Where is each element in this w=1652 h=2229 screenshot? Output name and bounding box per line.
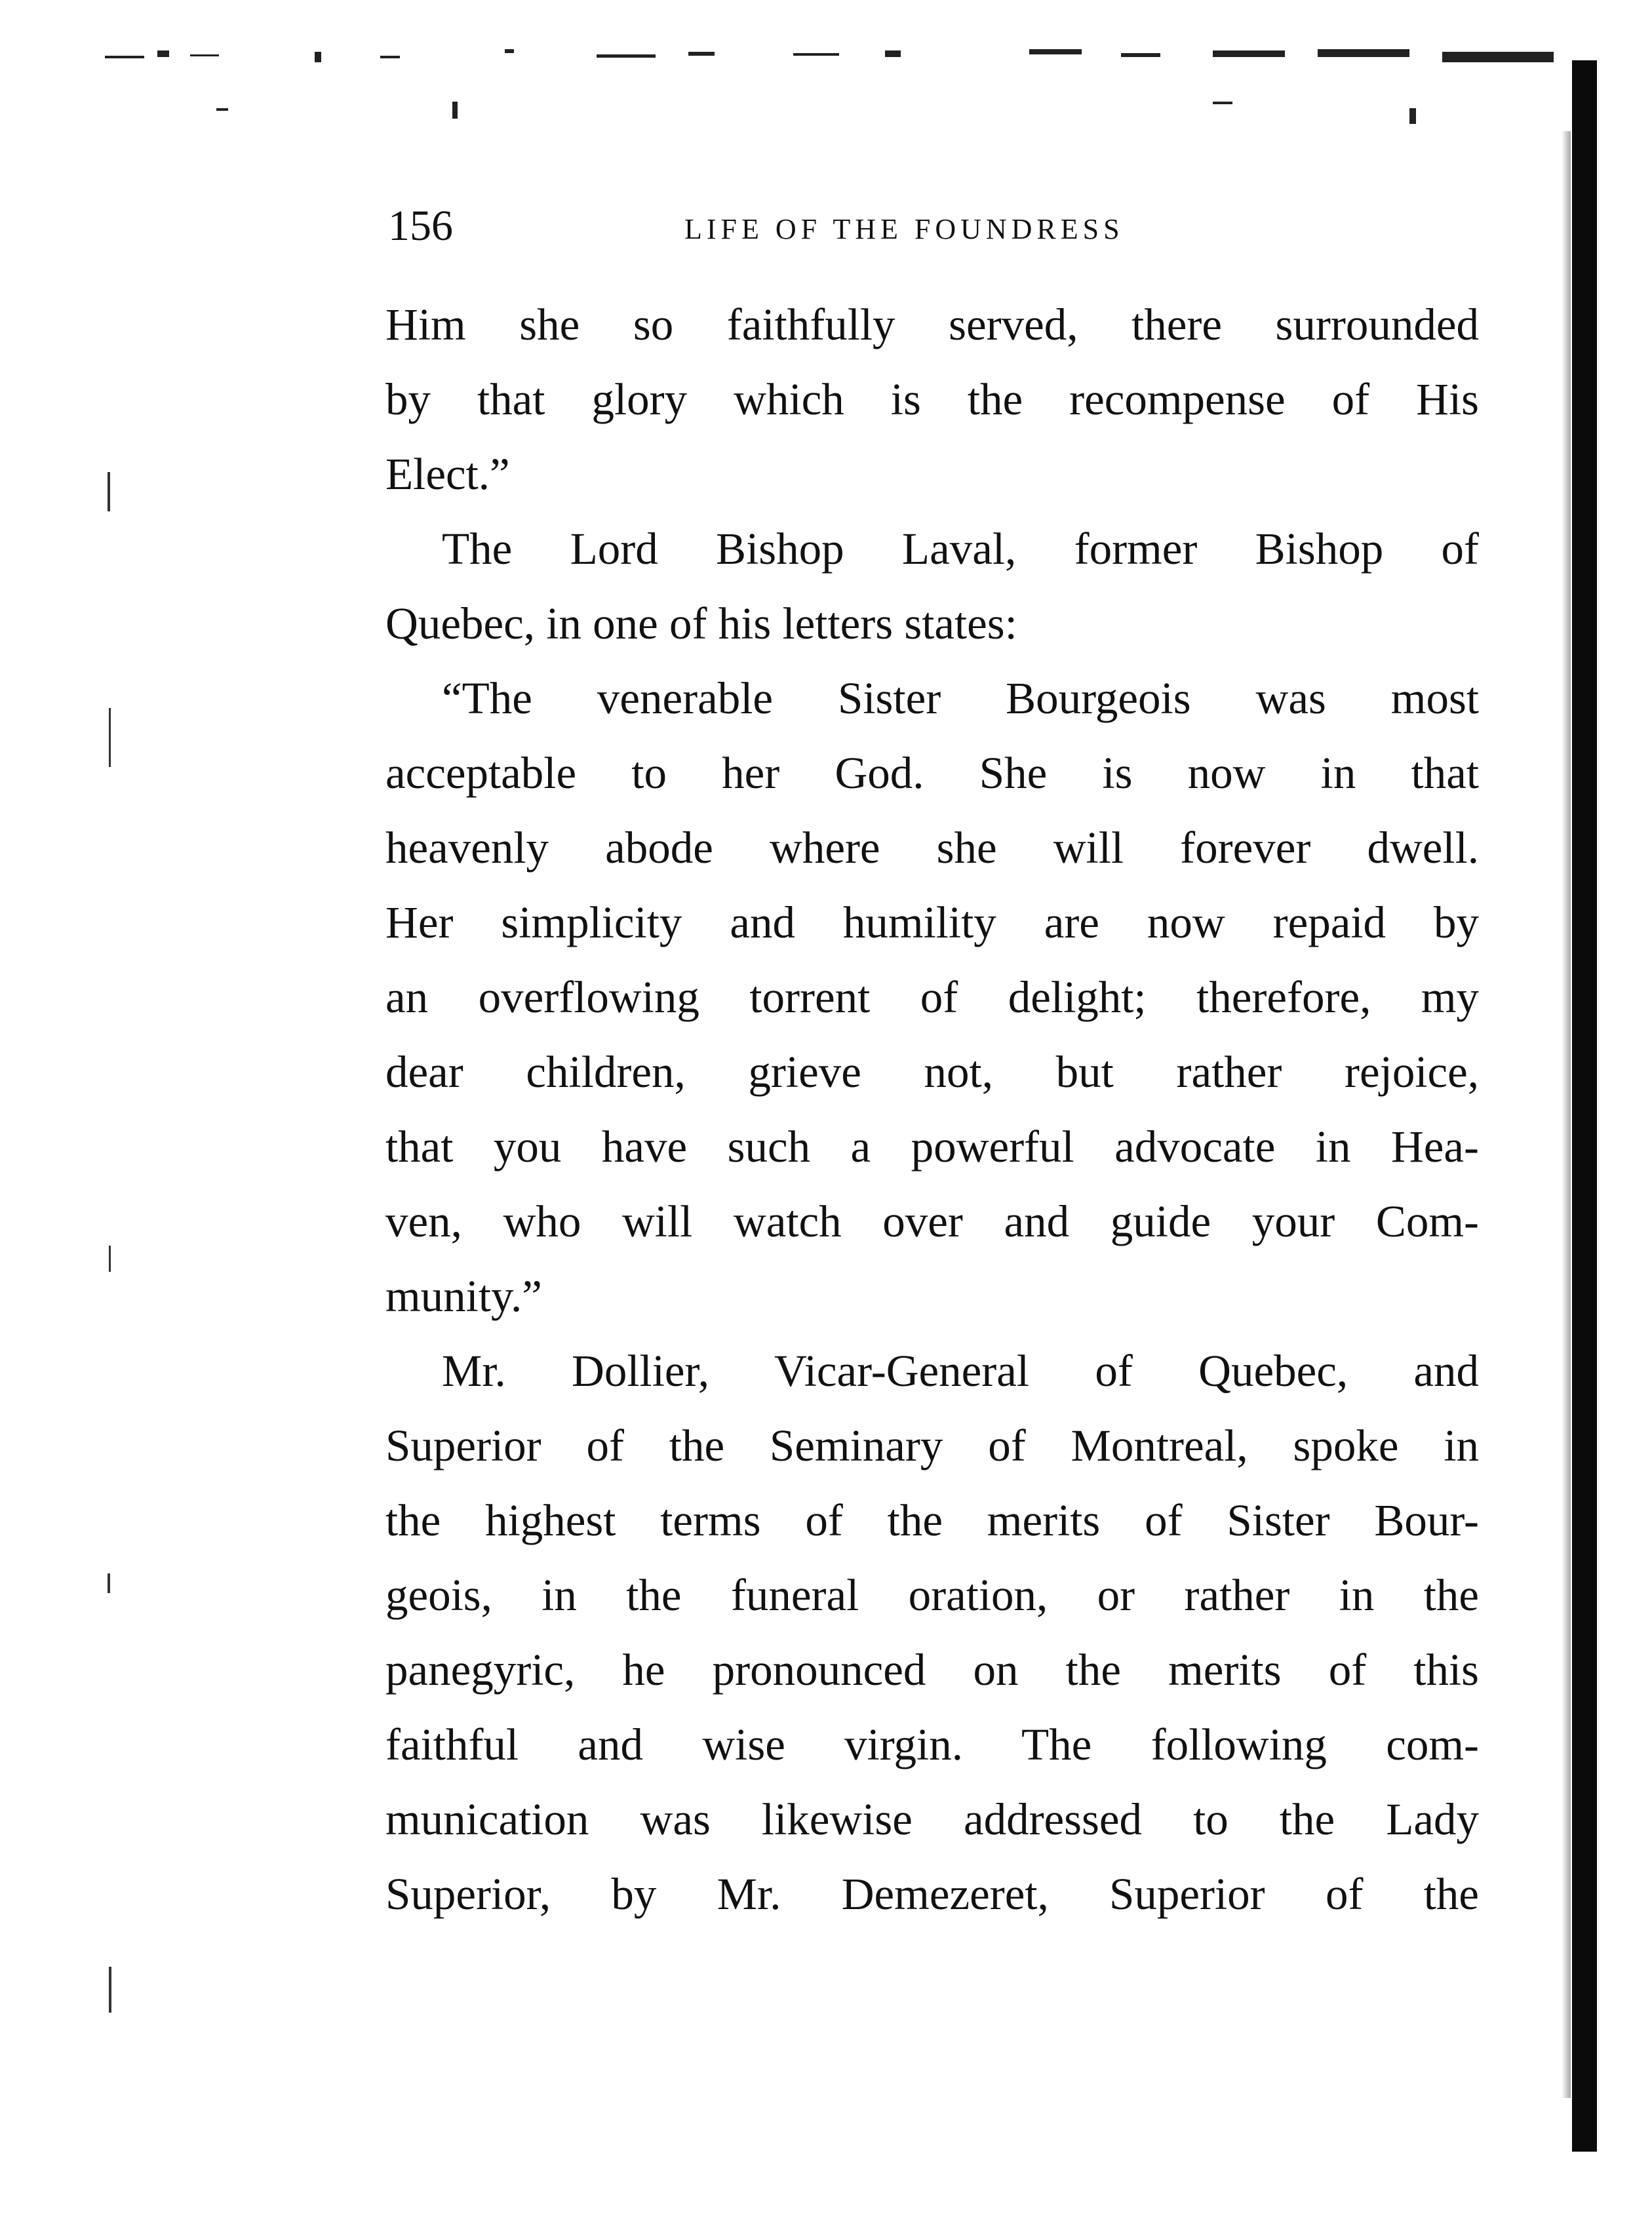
- page-number: 156: [388, 202, 453, 250]
- body-text: [385, 287, 1479, 1931]
- text-line: Quebec, in one of his letters states:: [385, 599, 1017, 648]
- binding-shadow: [1562, 131, 1571, 2098]
- text-line: panegyric, he pronounced on the merits of this: [385, 1645, 1479, 1695]
- text-line: munication was likewise addressed to the Lady: [385, 1794, 1479, 1844]
- text-line: dear children, grieve not, but rather rejoice,: [385, 1047, 1479, 1097]
- text-line: geois, in the funeral oration, or rather in the: [385, 1570, 1479, 1620]
- text-line: Mr. Dollier, Vicar-General of Quebec, and: [442, 1346, 1479, 1396]
- binding-edge: [1572, 60, 1597, 2152]
- scan-noise-left: [98, 459, 125, 2163]
- page-header: [388, 197, 1476, 256]
- text-line: heavenly abode where she will forever dwell.: [385, 823, 1479, 873]
- text-line: Elect.”: [385, 449, 510, 499]
- text-line: an overflowing torrent of delight; therefore, my: [385, 972, 1479, 1022]
- text-line: Superior of the Seminary of Montreal, spoke in: [385, 1421, 1479, 1470]
- text-line: Superior, by Mr. Demezeret, Superior of the: [385, 1869, 1479, 1919]
- text-line: Him she so faithfully served, there surrounded: [385, 300, 1479, 349]
- text-line: Her simplicity and humility are now repaid by: [385, 898, 1479, 947]
- running-title: LIFE OF THE FOUNDRESS: [684, 213, 1124, 245]
- text-line: the highest terms of the merits of Sister Bour-: [385, 1495, 1479, 1545]
- scan-noise-top: [98, 36, 1600, 128]
- text-line: ven, who will watch over and guide your Com-: [385, 1196, 1479, 1246]
- text-line: that you have such a powerful advocate in Hea-: [385, 1122, 1479, 1172]
- text-line: by that glory which is the recompense of His: [385, 374, 1479, 424]
- text-line: faithful and wise virgin. The following com-: [385, 1720, 1479, 1769]
- text-line: munity.”: [385, 1271, 542, 1321]
- text-line: The Lord Bishop Laval, former Bishop of: [442, 524, 1479, 574]
- text-line: “The venerable Sister Bourgeois was most: [442, 673, 1479, 723]
- text-line: acceptable to her God. She is now in that: [385, 748, 1479, 798]
